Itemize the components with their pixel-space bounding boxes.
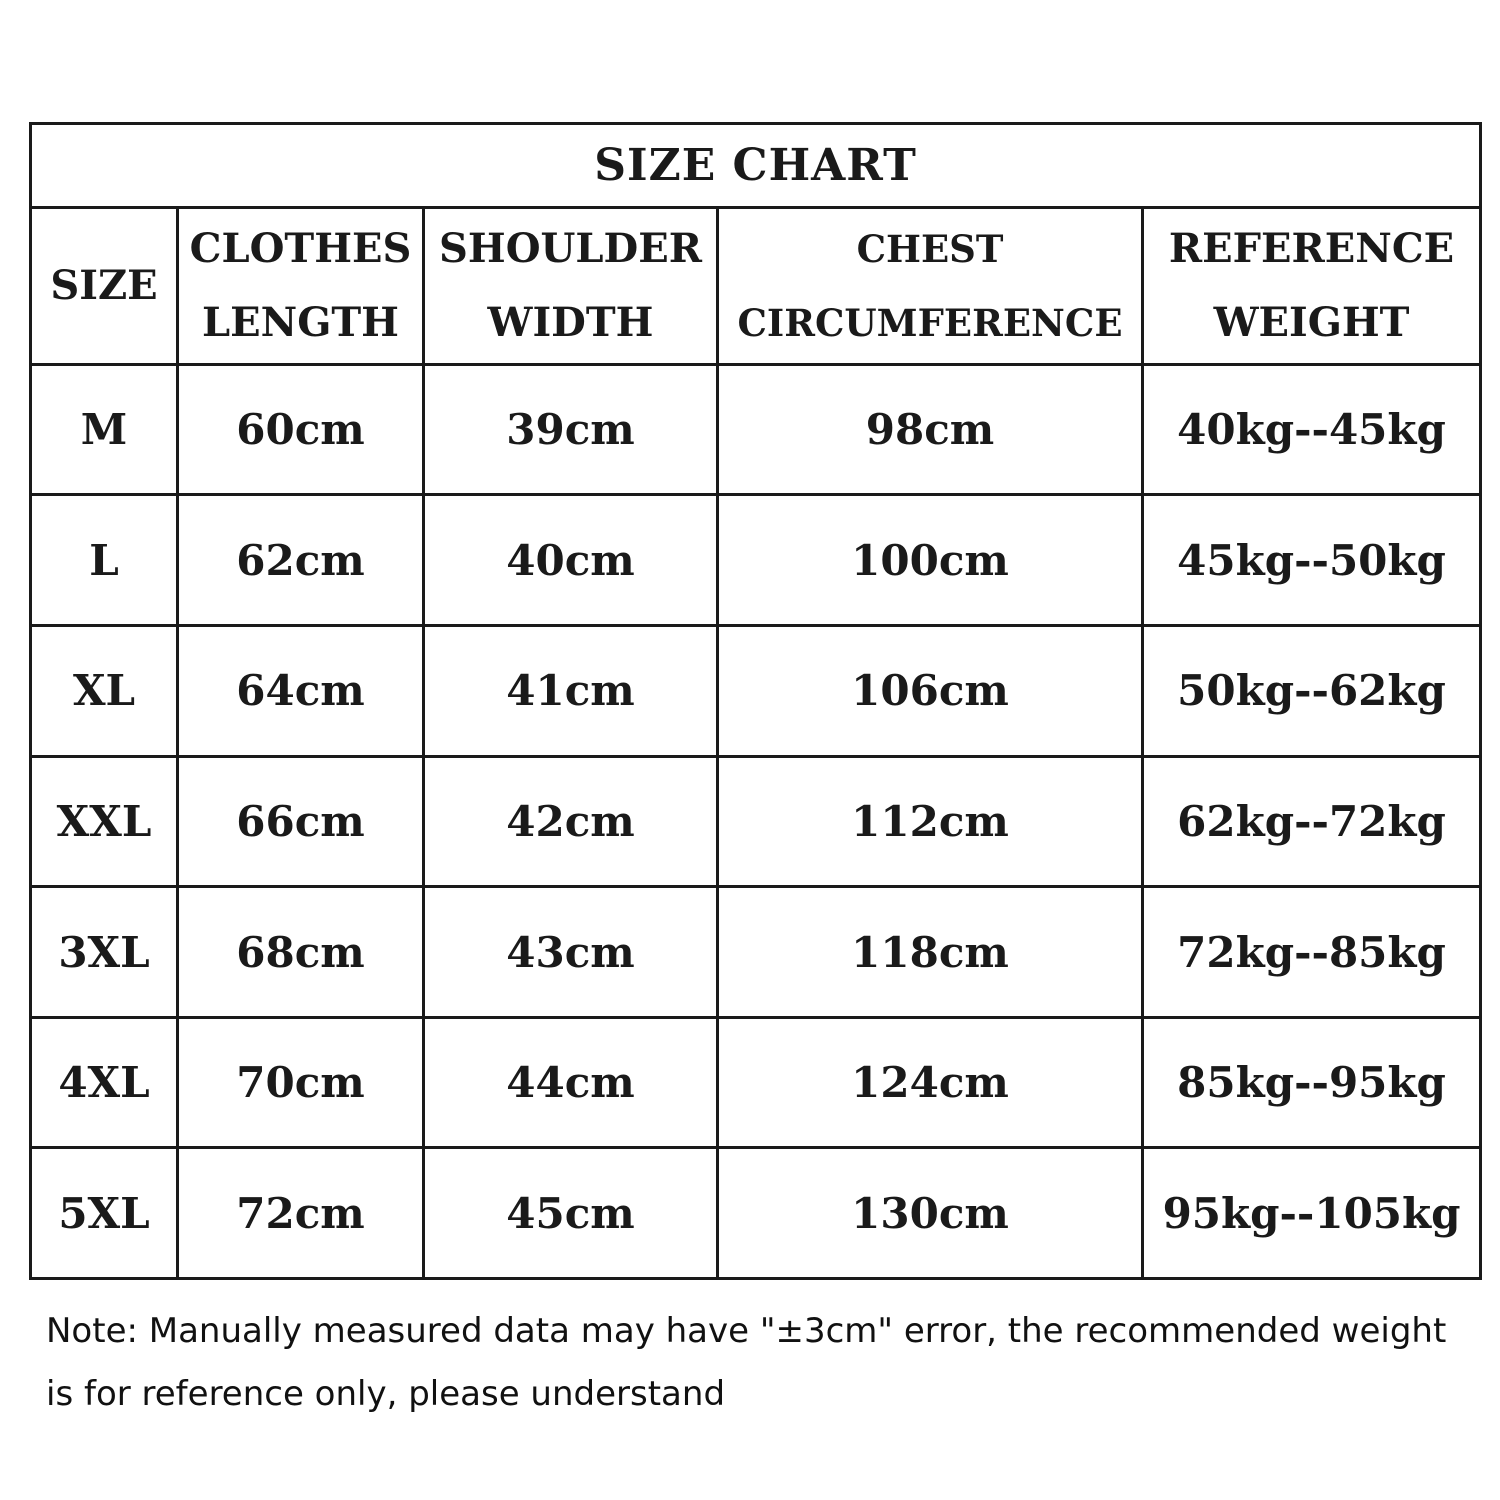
- shoulder-width-cell: 42cm: [424, 756, 718, 887]
- table-row: [31, 887, 1481, 1018]
- table-row: [31, 495, 1481, 626]
- reference-weight-cell: 45kg--50kg: [1143, 495, 1481, 626]
- chest-circumference-cell: 124cm: [718, 1017, 1143, 1148]
- reference-weight-cell: 85kg--95kg: [1143, 1017, 1481, 1148]
- reference-weight-cell: 62kg--72kg: [1143, 756, 1481, 887]
- clothes-length-cell: 60cm: [178, 364, 424, 495]
- shoulder-width-cell: 44cm: [424, 1017, 718, 1148]
- header-chest-circumference-line-2: CIRCUMFERENCE: [737, 300, 1123, 345]
- reference-weight-cell: 95kg--105kg: [1143, 1148, 1481, 1279]
- clothes-length-cell: 62cm: [178, 495, 424, 626]
- table-row: [31, 756, 1481, 887]
- shoulder-width-cell: 41cm: [424, 626, 718, 757]
- header-shoulder-width-line-1: SHOULDER: [439, 224, 702, 272]
- table-row: [31, 1017, 1481, 1148]
- reference-weight-cell: 72kg--85kg: [1143, 887, 1481, 1018]
- header-shoulder-width: [424, 208, 718, 365]
- table-row: [31, 364, 1481, 495]
- clothes-length-cell: 70cm: [178, 1017, 424, 1148]
- clothes-length-cell: 66cm: [178, 756, 424, 887]
- reference-weight-cell: 40kg--45kg: [1143, 364, 1481, 495]
- header-reference-weight-line-1: REFERENCE: [1168, 224, 1455, 272]
- clothes-length-cell: 64cm: [178, 626, 424, 757]
- header-reference-weight-line-2: WEIGHT: [1213, 298, 1410, 346]
- chest-circumference-cell: 106cm: [718, 626, 1143, 757]
- size-cell: 3XL: [31, 887, 178, 1018]
- clothes-length-cell: 68cm: [178, 887, 424, 1018]
- chest-circumference-cell: 112cm: [718, 756, 1143, 887]
- size-cell: 5XL: [31, 1148, 178, 1279]
- chest-circumference-cell: 100cm: [718, 495, 1143, 626]
- clothes-length-cell: 72cm: [178, 1148, 424, 1279]
- header-clothes-length-line-2: LENGTH: [202, 298, 399, 346]
- header-size-line-1: SIZE: [50, 261, 158, 309]
- size-cell: XL: [31, 626, 178, 757]
- chart-title: SIZE CHART: [31, 124, 1481, 208]
- shoulder-width-cell: 45cm: [424, 1148, 718, 1279]
- size-chart-table: [29, 122, 1482, 1280]
- header-clothes-length-line-1: CLOTHES: [189, 224, 412, 272]
- title-row: [31, 124, 1481, 208]
- header-clothes-length: [178, 208, 424, 365]
- header-chest-circumference-line-1: CHEST: [856, 226, 1004, 271]
- reference-weight-cell: 50kg--62kg: [1143, 626, 1481, 757]
- header-row: [31, 208, 1481, 365]
- chest-circumference-cell: 118cm: [718, 887, 1143, 1018]
- table-row: [31, 626, 1481, 757]
- shoulder-width-cell: 43cm: [424, 887, 718, 1018]
- measurement-note: Note: Manually measured data may have "±3cm" error, the recommended weight is for reference only, please understand: [46, 1311, 1447, 1414]
- size-cell: M: [31, 364, 178, 495]
- header-reference-weight: [1143, 208, 1481, 365]
- chest-circumference-cell: 98cm: [718, 364, 1143, 495]
- shoulder-width-cell: 40cm: [424, 495, 718, 626]
- table-row: [31, 1148, 1481, 1279]
- shoulder-width-cell: 39cm: [424, 364, 718, 495]
- chest-circumference-cell: 130cm: [718, 1148, 1143, 1279]
- header-chest-circumference: [718, 208, 1143, 365]
- size-cell: 4XL: [31, 1017, 178, 1148]
- header-shoulder-width-line-2: WIDTH: [487, 298, 654, 346]
- header-size: [31, 208, 178, 365]
- size-cell: XXL: [31, 756, 178, 887]
- size-cell: L: [31, 495, 178, 626]
